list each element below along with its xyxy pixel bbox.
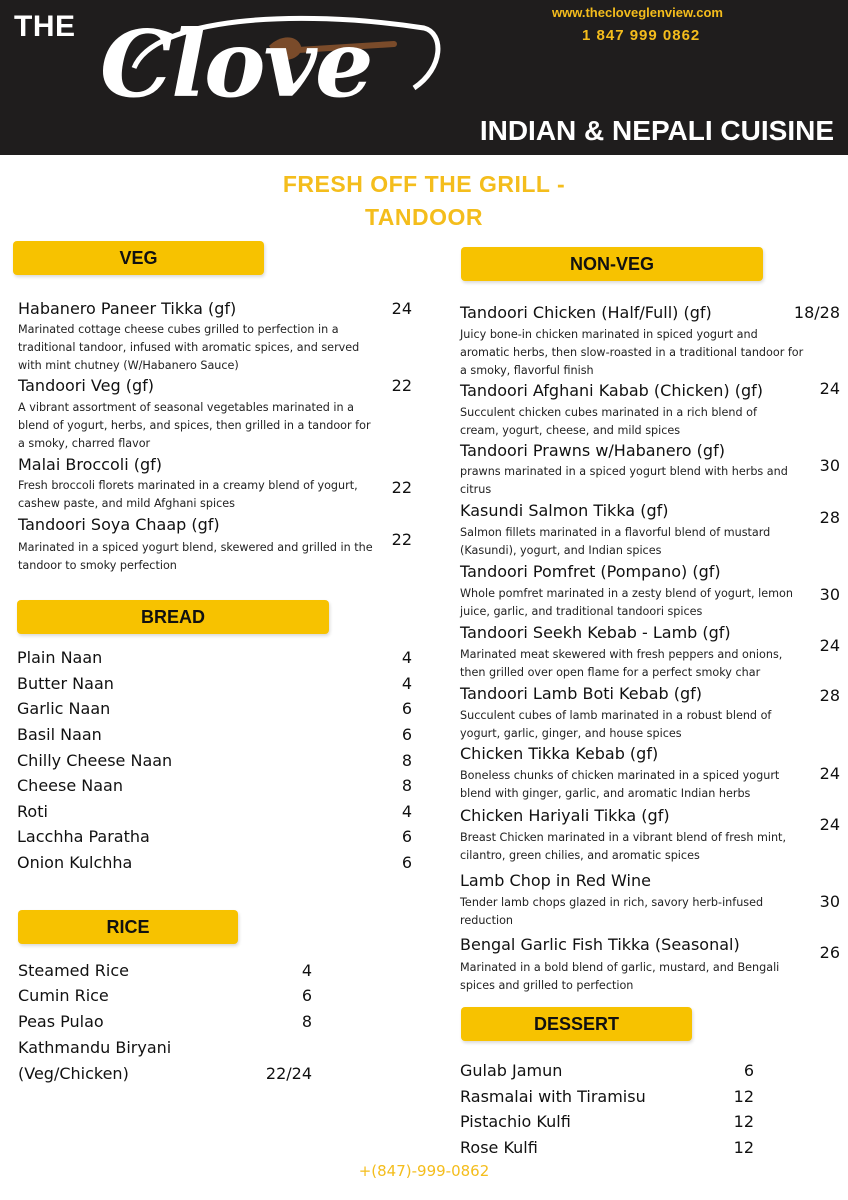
nonveg-item-price: 24 <box>819 636 840 655</box>
veg-item-name: Tandoori Soya Chaap (gf) <box>18 515 220 534</box>
nonveg-item-price: 30 <box>819 585 840 604</box>
bread-item-price: 6 <box>401 699 412 718</box>
header-banner <box>0 0 848 155</box>
nonveg-item-desc: Succulent chicken cubes marinated in a rich blend of cream, yogurt, cheese, and mild spices <box>460 406 757 437</box>
nonveg-item-desc: Salmon fillets marinated in a flavorful blend of mustard (Kasundi), yogurt, and Indian spices <box>460 526 771 557</box>
rice-item-name: Cumin Rice <box>18 986 109 1005</box>
bread-item-price: 4 <box>401 802 412 821</box>
cuisine-tagline: INDIAN & NEPALI CUISINE <box>479 115 834 146</box>
veg-item-name: Malai Broccoli (gf) <box>18 455 163 474</box>
header-phone[interactable]: 1 847 999 0862 <box>582 27 701 44</box>
veg-item-price: 22 <box>391 530 412 549</box>
nonveg-item-name: Lamb Chop in Red Wine <box>460 871 651 890</box>
nonveg-item-name: Tandoori Afghani Kabab (Chicken) (gf) <box>460 381 763 400</box>
nonveg-item-desc: Boneless chunks of chicken marinated in a spiced yogurt blend with ginger, garlic, and aromatic Indian herbs <box>460 769 780 800</box>
nonveg-item-price: 18/28 <box>793 303 840 322</box>
rice-heading: RICE <box>18 910 238 944</box>
bread-item-price: 6 <box>401 853 412 872</box>
bread-item-name: Garlic Naan <box>17 699 111 718</box>
dessert-item-name: Rose Kulfi <box>460 1138 538 1157</box>
nonveg-item-price: 26 <box>819 943 840 962</box>
bread-item-price: 4 <box>401 674 412 693</box>
rice-item-price: 4 <box>301 961 312 980</box>
nonveg-item-desc: Succulent cubes of lamb marinated in a robust blend of yogurt, garlic, ginger, and house spices <box>460 709 772 740</box>
bread-item-price: 6 <box>401 725 412 744</box>
veg-item-desc: Marinated in a spiced yogurt blend, skewered and grilled in the tandoor to smoky perfection <box>18 541 373 572</box>
bread-item-name: Onion Kulchha <box>17 853 133 872</box>
nonveg-item-name: Kasundi Salmon Tikka (gf) <box>460 501 669 520</box>
bread-item-name: Chilly Cheese Naan <box>17 751 173 770</box>
footer-phone[interactable]: +(847)-999-0862 <box>358 1162 490 1180</box>
nonveg-item-price: 30 <box>819 892 840 911</box>
nonveg-item-name: Chicken Hariyali Tikka (gf) <box>460 806 670 825</box>
veg-item-desc: Fresh broccoli florets marinated in a creamy blend of yogurt, cashew paste, and mild Afghani spices <box>18 479 358 510</box>
rice-item-price: 8 <box>301 1012 312 1031</box>
veg-item-price: 22 <box>391 376 412 395</box>
nonveg-item-price: 24 <box>819 815 840 834</box>
rice-item-name: Kathmandu Biryani <box>18 1038 172 1057</box>
nonveg-item-price: 24 <box>819 379 840 398</box>
nonveg-item-name: Chicken Tikka Kebab (gf) <box>460 744 659 763</box>
nonveg-item-name: Bengal Garlic Fish Tikka (Seasonal) <box>460 935 740 954</box>
nonveg-heading: NON-VEG <box>461 247 763 281</box>
dessert-item-price: 6 <box>743 1061 754 1080</box>
rice-item-price: 6 <box>301 986 312 1005</box>
rice-item-name: Steamed Rice <box>18 961 129 980</box>
nonveg-item-name: Tandoori Chicken (Half/Full) (gf) <box>460 303 712 322</box>
rice-item-price: 22/24 <box>265 1064 312 1083</box>
bread-item-name: Roti <box>17 802 48 821</box>
bread-item-price: 8 <box>401 751 412 770</box>
dessert-item-name: Rasmalai with Tiramisu <box>460 1087 646 1106</box>
bread-item-price: 8 <box>401 776 412 795</box>
bread-item-name: Cheese Naan <box>17 776 123 795</box>
bread-item-name: Plain Naan <box>17 648 103 667</box>
dessert-heading: DESSERT <box>461 1007 692 1041</box>
veg-item-desc: A vibrant assortment of seasonal vegetables marinated in a blend of yogurt, herbs, and spices, then grilled in a tandoor for a smoky, charred flavor <box>18 401 371 450</box>
nonveg-item-price: 28 <box>819 686 840 705</box>
logo-the: THE <box>14 10 76 43</box>
rice-item-name-line2: (Veg/Chicken) <box>18 1064 129 1083</box>
veg-item-name: Habanero Paneer Tikka (gf) <box>18 299 237 318</box>
website-link[interactable]: www.thecloveglenview.com <box>552 5 723 20</box>
veg-item-price: 22 <box>391 478 412 497</box>
dessert-item-price: 12 <box>733 1138 754 1157</box>
nonveg-item-price: 30 <box>819 456 840 475</box>
bread-item-price: 4 <box>401 648 412 667</box>
nonveg-item-name: Tandoori Seekh Kebab - Lamb (gf) <box>460 623 731 642</box>
veg-item-price: 24 <box>391 299 412 318</box>
nonveg-item-price: 24 <box>819 764 840 783</box>
nonveg-item-desc: Juicy bone-in chicken marinated in spiced yogurt and aromatic herbs, then slow-roasted in a traditional tandoor for a smoky, flavorful finish <box>460 328 804 377</box>
nonveg-item-desc: Whole pomfret marinated in a zesty blend of yogurt, lemon juice, garlic, and traditional tandoori spices <box>460 587 793 618</box>
nonveg-item-desc: Tender lamb chops glazed in rich, savory herb-infused reduction <box>460 896 764 927</box>
veg-heading: VEG <box>13 241 264 275</box>
veg-item-name: Tandoori Veg (gf) <box>18 376 154 395</box>
nonveg-item-price: 28 <box>819 508 840 527</box>
dessert-item-price: 12 <box>733 1087 754 1106</box>
dessert-item-name: Gulab Jamun <box>460 1061 563 1080</box>
dessert-item-name: Pistachio Kulfi <box>460 1112 571 1131</box>
nonveg-item-name: Tandoori Lamb Boti Kebab (gf) <box>460 684 703 703</box>
bread-item-name: Butter Naan <box>17 674 114 693</box>
nonveg-item-desc: Marinated meat skewered with fresh peppers and onions, then grilled over open flame for a perfect smoky char <box>460 648 783 679</box>
logo-clove: Clove <box>100 10 372 118</box>
bread-item-name: Basil Naan <box>17 725 102 744</box>
nonveg-item-desc: Breast Chicken marinated in a vibrant blend of fresh mint, cilantro, green chilies, and aromatic spices <box>460 831 786 862</box>
nonveg-item-desc: prawns marinated in a spiced yogurt blend with herbs and citrus <box>460 465 788 496</box>
nonveg-item-name: Tandoori Prawns w/Habanero (gf) <box>460 441 725 460</box>
page-title-line1: FRESH OFF THE GRILL - <box>282 171 566 197</box>
bread-item-name: Lacchha Paratha <box>17 827 150 846</box>
bread-item-price: 6 <box>401 827 412 846</box>
bread-heading: BREAD <box>17 600 329 634</box>
nonveg-item-desc: Marinated in a bold blend of garlic, mustard, and Bengali spices and grilled to perfection <box>460 961 780 992</box>
veg-item-desc: Marinated cottage cheese cubes grilled to perfection in a traditional tandoor, infused with aromatic spices, and served with mint chutney (W/Habanero Sauce) <box>18 323 360 372</box>
page-title-line2: TANDOOR <box>364 204 484 230</box>
rice-item-name: Peas Pulao <box>18 1012 104 1031</box>
dessert-item-price: 12 <box>733 1112 754 1131</box>
nonveg-item-name: Tandoori Pomfret (Pompano) (gf) <box>460 562 721 581</box>
